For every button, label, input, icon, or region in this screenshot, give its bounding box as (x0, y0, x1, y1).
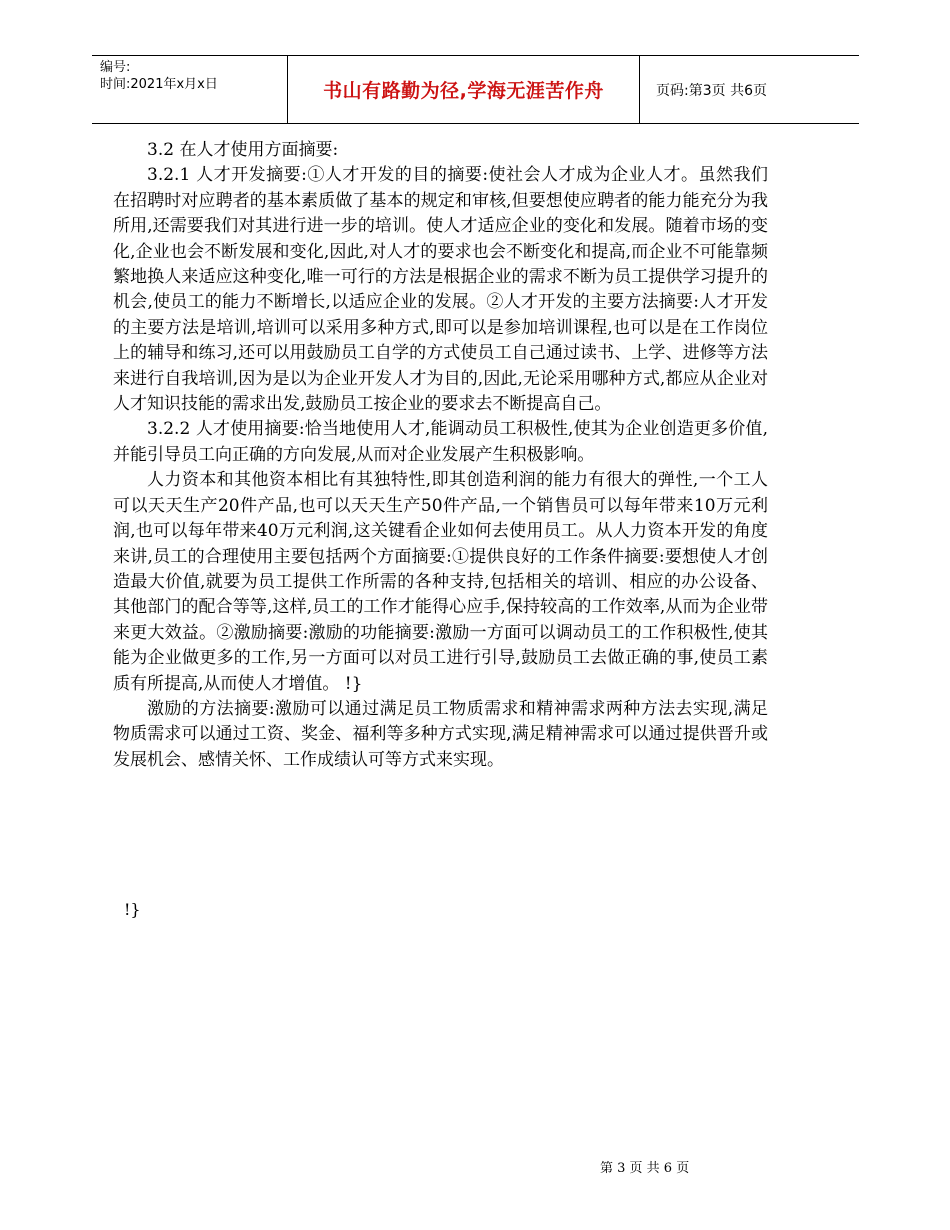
motto-text: 书山有路勤为径,学海无涯苦作舟 (323, 80, 604, 102)
header-meta (92, 56, 287, 123)
paragraph-talent-use: 3.2.2 人才使用摘要:恰当地使用人才,能调动员工积极性,使其为企业创造更多价值,并能引导员工向正确的方向发展,从而对企业发展产生积极影响。 (113, 419, 768, 465)
page-info-text: 页码:第3页 共6页 (656, 82, 767, 99)
paragraph-talent-development: 3.2.1 人才开发摘要:①人才开发的目的摘要:使社会人才成为企业人才。虽然我们在招聘时对应聘者的基本素质做了基本的规定和审核,但要想使应聘者的能力能充分为我所用,还需要我们对其进行进一步的培训。使人才适应企业的变化和发展。随着市场的变化,企业也会不断发展和变化,因此,对人才的要求也会不断变化和提高,而企业不可能靠频繁地换人来适应这种变化,唯一可行的方法是根据企业的需求不断为员工提供学习提升的机会,使员工的能力不断增长,以适应企业的发展。②人才开发的主要方法摘要:人才开发的主要方法是培训,培训可以采用多种方式,即可以是参加培训课程,也可以是在工作岗位上的辅导和练习,还可以用鼓励员工自学的方式使员工自己通过读书、上学、进修等方法来进行自我培训,因为是以为企业开发人才为目的,因此,无论采用哪种方式,都应从企业对人才知识技能的需求出发,鼓励员工按企业的要求去不断提高自己。 (113, 165, 768, 415)
page-header (92, 55, 859, 124)
number-label: 编号: (100, 60, 131, 75)
header-page-info (640, 56, 859, 123)
header-motto-cell (287, 56, 640, 123)
paragraph-incentive-methods: 激励的方法摘要:激励可以通过满足员工物质需求和精神需求两种方法去实现,满足物质需求可以通过工资、奖金、福利等多种方式实现,满足精神需求可以通过提供晋升或发展机会、感情关怀、工作成绩认可等方式来实现。 (113, 698, 768, 770)
stray-mark: !} (124, 900, 141, 919)
section-heading: 3.2 在人才使用方面摘要: (147, 140, 339, 160)
document-body (113, 138, 768, 773)
page-footer: 第 3 页 共 6 页 (600, 1161, 690, 1176)
paragraph-human-capital: 人力资本和其他资本相比有其独特性,即其创造利润的能力有很大的弹性,一个工人可以天天生产20件产品,也可以天天生产50件产品,一个销售员可以每年带来10万元利润,也可以每年带来40万元利润,这关键看企业如何去使用员工。从人力资本开发的角度来讲,员工的合理使用主要包括两个方面摘要:①提供良好的工作条件摘要:要想使人才创造最大价值,就要为员工提供工作所需的各种支持,包括相关的培训、相应的办公设备、其他部门的配合等等,这样,员工的工作才能得心应手,保持较高的工作效率,从而为企业带来更大效益。②激励摘要:激励的功能摘要:激励一方面可以调动员工的工作积极性,使其能为企业做更多的工作,另一方面可以对员工进行引导,鼓励员工去做正确的事,使员工素质有所提高,从而使人才增值。 !} (113, 470, 768, 694)
time-label: 时间:2021年x月x日 (100, 77, 218, 92)
